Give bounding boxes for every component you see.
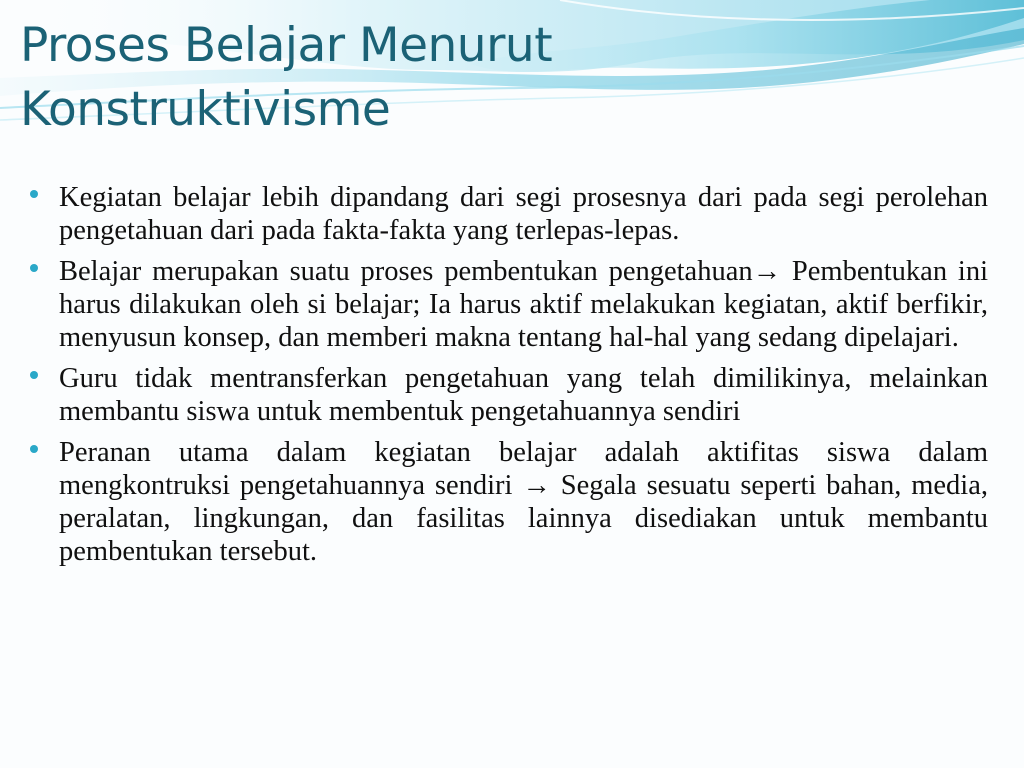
bullet-text: Belajar merupakan suatu proses pembentukan pengetahuan→ Pembentukan ini harus dilakukan oleh si belajar; Ia harus aktif melakukan kegiatan, aktif berfikir, menyusun konsep, dan memberi makna tentang hal-hal yang sedang dipelajari. [59, 256, 988, 353]
bullet-item-4 [30, 436, 988, 568]
bullet-dot-icon [30, 371, 38, 379]
bullet-item-1 [30, 181, 988, 247]
bullet-item-3 [30, 362, 988, 428]
bullet-dot-icon [30, 190, 38, 198]
slide-title: Proses Belajar Menurut Konstruktivisme [20, 18, 553, 137]
bullet-dot-icon [30, 445, 38, 453]
bullet-list [30, 181, 988, 576]
bullet-text: Peranan utama dalam kegiatan belajar adalah aktifitas siswa dalam mengkontruksi pengetahuannya sendiri → Segala sesuatu seperti bahan, media, peralatan, lingkungan, dan fasilitas lainnya disediakan untuk membantu pembentukan tersebut. [59, 437, 988, 567]
bullet-item-2 [30, 255, 988, 354]
bullet-dot-icon [30, 264, 38, 272]
bullet-text: Guru tidak mentransferkan pengetahuan yang telah dimilikinya, melainkan membantu siswa untuk membentuk pengetahuannya sendiri [59, 363, 988, 427]
bullet-text: Kegiatan belajar lebih dipandang dari segi prosesnya dari pada segi perolehan pengetahuan dari pada fakta-fakta yang terlepas-lepas. [59, 182, 988, 246]
